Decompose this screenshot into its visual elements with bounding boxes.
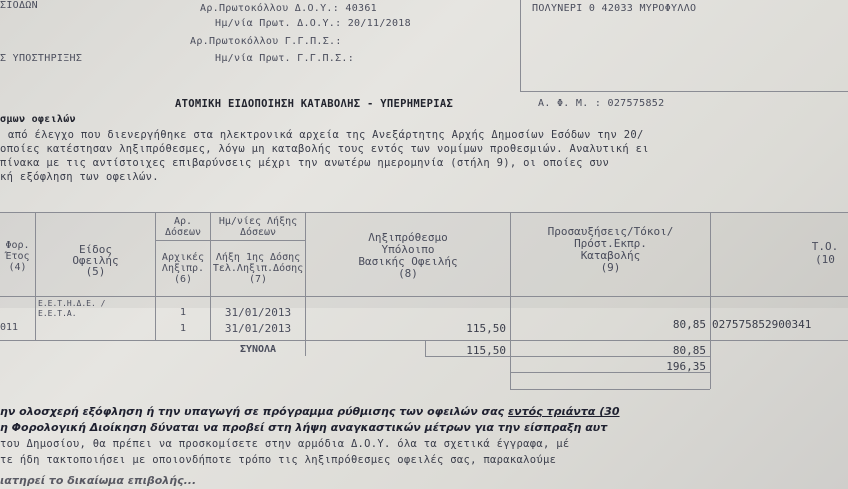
notice-line-1-text: ην ολοσχερή εξόφληση ή την υπαγωγή σε πρόγραμμα ρύθμισης των οφειλών σας	[0, 405, 509, 418]
notice-line-5: ιατηρεί το δικαίωμα επιβολής...	[0, 474, 197, 487]
recipient-address: ΠΟΛΥΝΕΡΙ 0 42033 ΜΥΡΟΦΥΛΛΟ	[532, 3, 697, 14]
row-year: 011	[0, 322, 19, 333]
col-header-year: Φορ. Έτος (4)	[5, 240, 30, 273]
row-installments-1: 1	[179, 307, 187, 318]
col-header-due-dates: Ημ/νίες Λήξης Δόσεων	[218, 216, 298, 238]
row-date-2: 31/01/2013	[224, 322, 292, 335]
row-surcharge: 80,85	[672, 318, 706, 331]
row-kind: Ε.Ε.Τ.Η.Δ.Ε. / Ε.Ε.Τ.Α.	[38, 299, 106, 318]
total-principal: 115,50	[466, 344, 506, 357]
intro-line-1: από έλεγχο που διενεργήθηκε στα ηλεκτρονικά αρχεία της Ανεξάρτητης Αρχής Δημοσίων Εσόδων την 20/	[8, 129, 644, 141]
intro-line-2: οποίες κατέστησαν ληξιπρόθεσμες, λόγω μη καταβολής τους εντός των νομίμων προθεσμιών. Αναλυτική ει	[0, 143, 649, 155]
support-label: Σ ΥΠΟΣΤΗΡΙΞΗΣ	[0, 53, 83, 64]
section-heading: σμων οφειλών	[0, 114, 76, 125]
row-id: 027575852900341	[712, 318, 812, 331]
ggps-protocol-number: Αρ.Πρωτοκόλλου Γ.Γ.Π.Σ.:	[190, 36, 342, 47]
notice-deadline: εντός τριάντα (30	[508, 405, 620, 418]
office-name: ΣΙΟΔΩΝ	[0, 0, 38, 11]
ggps-protocol-date: Ημ/νία Πρωτ. Γ.Γ.Π.Σ.:	[215, 53, 355, 64]
notice-line-2: η Φορολογική Διοίκηση δύναται να προβεί στη λήψη αναγκαστικών μέτρων για την είσπραξη αυτ	[0, 421, 608, 434]
protocol-date: Ημ/νία Πρωτ. Δ.Ο.Υ.: 20/11/2018	[215, 18, 411, 29]
row-installments-2: 1	[179, 323, 187, 334]
col-header-initial-installments: Αρχικές Ληξιπρ. (6)	[161, 252, 205, 285]
notice-line-4: τε ήδη τακτοποιήσει με οποιονδήποτε τρόπο τις ληξιπρόθεσμες οφειλές σας, παρακαλούμε	[0, 454, 557, 466]
grand-total: 196,35	[666, 360, 706, 373]
intro-line-4: κή εξόφληση των οφειλών.	[0, 171, 159, 183]
col-header-surcharges: Προσαυξήσεις/Τόκοι/ Πρόστ.Εκπρ. Καταβολής (9)	[547, 225, 674, 274]
intro-line-3: πίνακα με τις αντίστοιχες επιβαρύνσεις μέχρι την ανωτέρω ημερομηνία (στήλη 9), οι οποίες συν	[0, 157, 610, 169]
col-header-installments: Αρ. Δόσεων	[164, 216, 202, 238]
afm-number: Α. Φ. Μ. : 027575852	[538, 98, 665, 109]
row-principal: 115,50	[466, 322, 506, 335]
document-title: ΑΤΟΜΙΚΗ ΕΙΔΟΠΟΙΗΣΗ ΚΑΤΑΒΟΛΗΣ - ΥΠΕΡΗΜΕΡΙΑΣ	[175, 98, 454, 110]
row-date-1: 31/01/2013	[224, 306, 292, 319]
totals-label: ΣΥΝΟΛΑ	[239, 344, 277, 355]
col-header-due-dates-detail: Λήξη 1ης Δόσης Τελ.Ληξιπ.Δόσης (7)	[212, 252, 304, 285]
col-header-id: Τ.Ο. (10	[811, 240, 839, 266]
notice-line-1	[0, 405, 620, 418]
total-surcharge: 80,85	[672, 344, 706, 357]
col-header-kind: Είδος Οφειλής (5)	[72, 243, 119, 278]
notice-line-3: του Δημοσίου, θα πρέπει να προσκομίσετε στην αρμόδια Δ.Ο.Υ. όλα τα σχετικά έγγραφα, μέ	[0, 438, 570, 450]
protocol-number: Αρ.Πρωτοκόλλου Δ.Ο.Υ.: 40361	[200, 3, 377, 14]
col-header-principal: Ληξιπρόθεσμο Υπόλοιπο Βασικής Οφειλής (8)	[358, 231, 458, 280]
